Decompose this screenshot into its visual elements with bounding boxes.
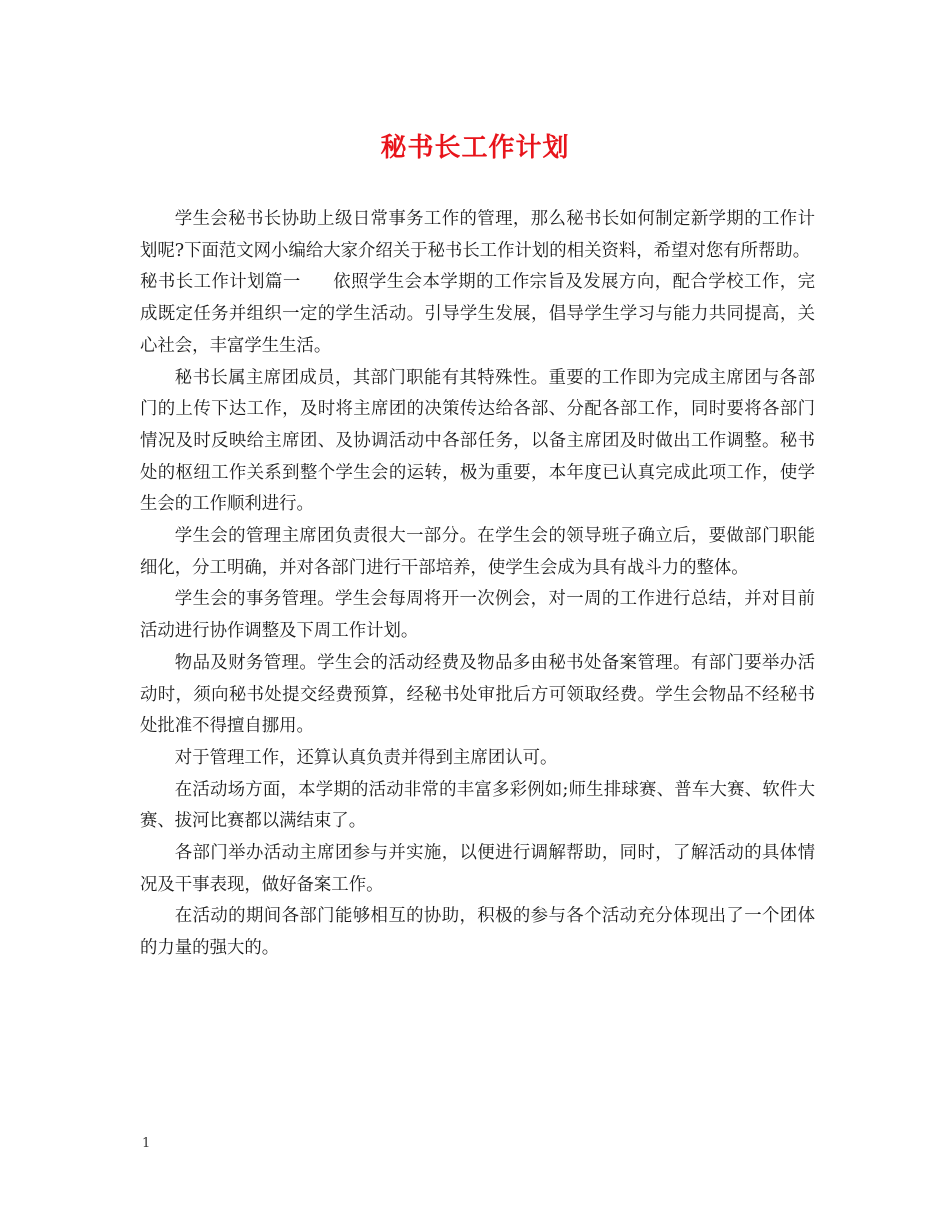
document-body	[140, 204, 815, 965]
body-paragraph: 物品及财务管理。学生会的活动经费及物品多由秘书处备案管理。有部门要举办活动时，须向秘书处提交经费预算，经秘书处审批后方可领取经费。学生会物品不经秘书处批准不得擅自挪用。	[140, 652, 815, 737]
body-paragraph: 学生会的管理主席团负责很大一部分。在学生会的领导班子确立后，要做部门职能细化，分工明确，并对各部门进行干部培养，使学生会成为具有战斗力的整体。	[140, 526, 815, 578]
body-paragraph: 学生会的事务管理。学生会每周将开一次例会，对一周的工作进行总结，并对目前活动进行协作调整及下周工作计划。	[140, 589, 815, 642]
body-paragraph: 对于管理工作，还算认真负责并得到主席团认可。	[174, 747, 558, 768]
intro-paragraph: 学生会秘书长协助上级日常事务工作的管理，那么秘书长如何制定新学期的工作计划呢?下面范文网小编给大家介绍关于秘书长工作计划的相关资料，希望对您有所帮助。	[140, 209, 815, 261]
body-paragraph: 各部门举办活动主席团参与并实施，以便进行调解帮助，同时，了解活动的具体情况及干事表现，做好备案工作。	[140, 843, 815, 895]
body-paragraph: 在活动场方面，本学期的活动非常的丰富多彩例如;师生排球赛、普车大赛、软件大赛、拔河比赛都以满结束了。	[140, 779, 815, 832]
section-one-paragraph	[140, 267, 815, 362]
body-paragraph: 在活动的期间各部门能够相互的协助，积极的参与各个活动充分体现出了一个团体的力量的强大的。	[140, 906, 815, 959]
document-title: 秘书长工作计划	[380, 133, 570, 163]
section-one-text: 依照学生会本学期的工作宗旨及发展方向，配合学校工作，完成既定任务并组织一定的学生活动。引导学生发展，倡导学生学习与能力共同提高，关心社会，丰富学生生活。	[140, 272, 815, 356]
body-paragraph: 秘书长属主席团成员，其部门职能有其特殊性。重要的工作即为完成主席团与各部门的上传下达工作，及时将主席团的决策传达给各部、分配各部工作，同时要将各部门情况及时反映给主席团、及协调活动中各部任务，以备主席团及时做出工作调整。秘书处的枢纽工作关系到整个学生会的运转，极为重要，本年度已认真完成此项工作，使学生会的工作顺利进行。	[140, 367, 815, 515]
page-number: 1	[142, 1136, 151, 1151]
section-one-heading: 秘书长工作计划篇一	[140, 272, 301, 293]
